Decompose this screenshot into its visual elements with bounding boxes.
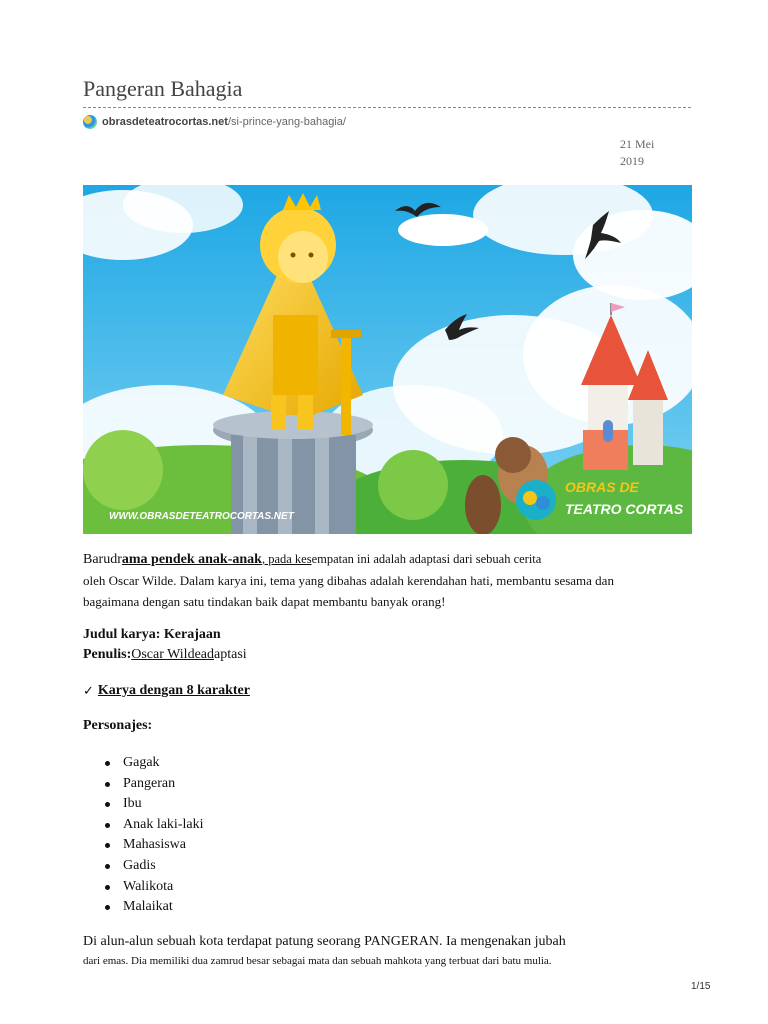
story-paragraph [83,932,703,970]
intro-line-3: bagaimana dengan satu tindakan baik dapat membantu banyak orang! [83,594,446,609]
source-domain[interactable]: obrasdeteatrocortas.net [102,116,228,128]
site-favicon-icon [83,115,97,129]
personajes-heading: Personajes: [83,718,153,733]
title-divider [83,107,691,108]
characters-note-link[interactable]: Karya dengan 8 karakter [97,683,250,698]
source-path[interactable]: /si-prince-yang-bahagia/ [227,116,346,128]
story-line-1: Di alun-alun sebuah kota terdapat patung seorang PANGERAN. Ia mengenakan jubah [83,934,566,949]
intro-link[interactable]: ama pendek anak-anak [121,552,262,567]
work-title: Judul karya: Kerajaan [83,627,221,642]
author-link[interactable]: Oscar Wildead [131,647,214,662]
list-item: Malaikat [83,897,203,918]
source-line [83,114,346,130]
logo-line-2: TEATRO CORTAS [565,501,684,517]
date-day-month: 21 Mei [620,137,655,151]
list-item: Ibu [83,794,203,815]
watermark-text: WWW.OBRASDETEATROCORTAS.NET [109,511,294,522]
work-author: Penulis:Oscar Wildeadaptasi [83,647,247,662]
intro-line-1: Barudrama pendek anak-anak, pada kesempatan ini adalah adaptasi dari sebuah cerita [83,552,542,567]
list-item: Walikota [83,877,203,898]
logo-line-1: OBRAS DE [565,479,639,495]
publish-date [620,136,680,170]
character-list [83,753,203,918]
list-item: Mahasiswa [83,835,203,856]
page-number: 1/15 [691,981,711,992]
characters-note [83,683,250,699]
hero-illustration [83,185,692,534]
list-item: Anak laki-laki [83,815,203,836]
page-title: Pangeran Bahagia [83,76,243,101]
list-item: Gadis [83,856,203,877]
date-year: 2019 [620,154,644,168]
story-line-2: dari emas. Dia memiliki dua zamrud besar sebagai mata dan sebuah mahkota yang terbuat dari batu mulia. [83,955,552,967]
list-item: Gagak [83,753,203,774]
list-item: Pangeran [83,774,203,795]
check-icon: ✓ [83,683,94,699]
intro-paragraph [83,548,693,612]
intro-line-2: oleh Oscar Wilde. Dalam karya ini, tema yang dibahas adalah kerendahan hati, membantu sesama dan [83,573,614,588]
